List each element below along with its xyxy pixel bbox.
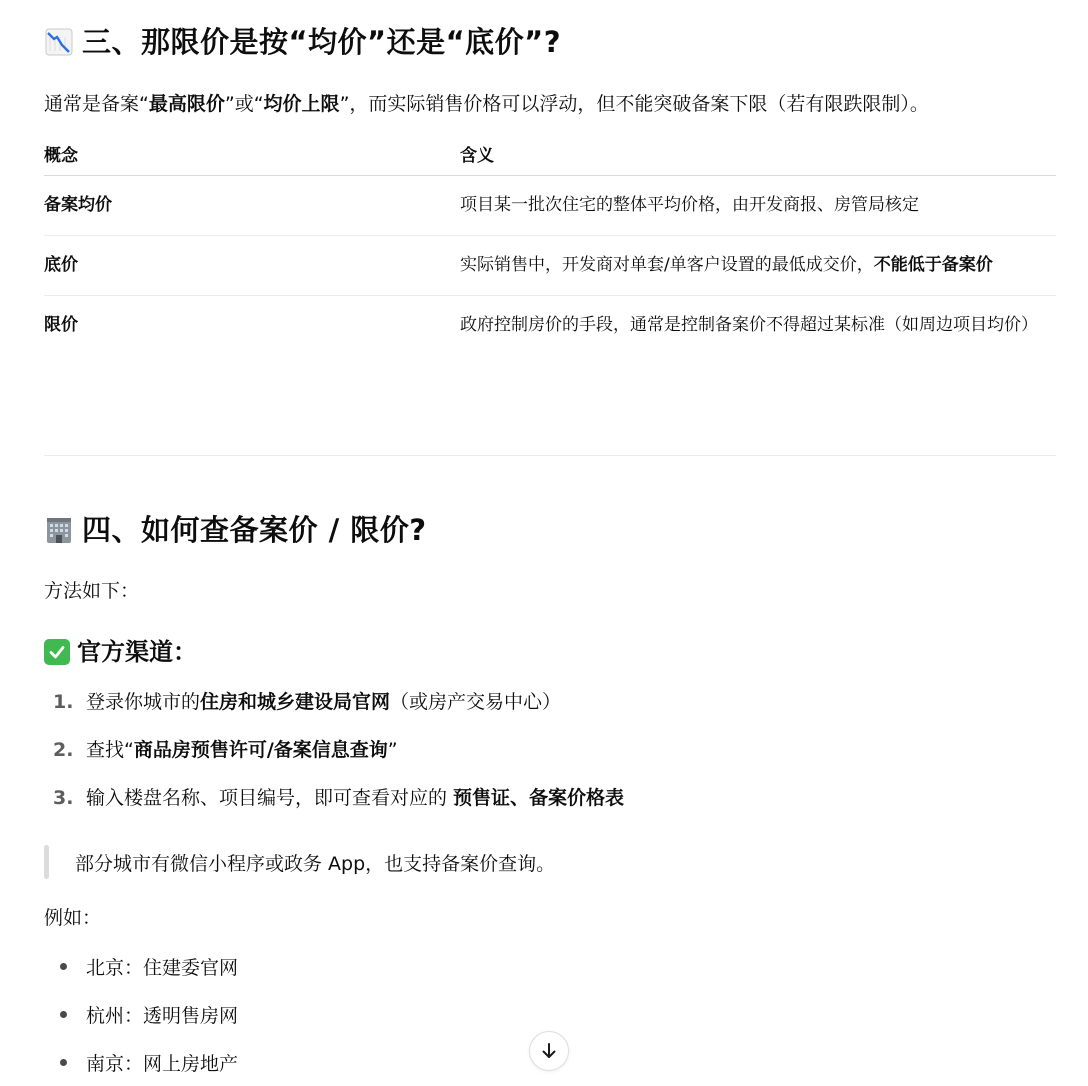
section-divider — [44, 455, 1056, 456]
step-text-pre: 输入楼盘名称、项目编号，即可查看对应的 — [86, 787, 454, 809]
office-building-icon — [44, 515, 74, 545]
blockquote-text: 部分城市有微信小程序或政务 App，也支持备案价查询。 — [75, 852, 556, 875]
meaning-text: 实际销售中，开发商对单套/单客户设置的最低成交价， — [460, 255, 874, 275]
step-text-post: （或房产交易中心） — [390, 691, 562, 713]
step-text — [86, 688, 561, 716]
section-4-title: 四、如何查备案价 / 限价? — [82, 513, 427, 547]
table-row — [44, 296, 1056, 356]
table-cell-concept: 底价 — [44, 236, 460, 296]
check-mark-icon — [44, 639, 70, 665]
official-channels-title: 官方渠道： — [77, 638, 197, 666]
bullet-dot — [60, 1059, 67, 1066]
step-text-bold: 预售证、备案价格表 — [453, 787, 625, 809]
chart-decreasing-icon — [44, 27, 74, 57]
city-entry: 杭州：透明售房网 — [86, 1004, 239, 1027]
table-cell-meaning — [460, 296, 1056, 356]
step-text-bold: 住房和城乡建设局官网 — [200, 691, 391, 713]
section-3-heading — [44, 22, 561, 62]
table-row — [44, 176, 1056, 236]
list-item — [44, 784, 1056, 832]
city-entry: 北京：住建委官网 — [86, 956, 239, 979]
city-entry: 南京：网上房地产 — [86, 1052, 239, 1075]
step-text — [86, 736, 398, 764]
list-item — [44, 688, 1056, 736]
step-number: 2. — [53, 739, 74, 761]
section-3-title: 三、那限价是按“均价”还是“底价”? — [82, 25, 562, 59]
blockquote — [44, 845, 555, 879]
meaning-text: 政府控制房价的手段，通常是控制备案价不得超过某标准（如周边项目均价） — [460, 315, 1038, 335]
section-3-intro — [44, 90, 929, 118]
concept-table — [44, 131, 1056, 355]
scroll-to-bottom-button[interactable] — [529, 1031, 569, 1071]
table-cell-concept: 限价 — [44, 315, 78, 335]
intro-text: ”，而实际销售价格可以浮动，但不能突破备案下限（若有限跌限制）。 — [339, 93, 929, 115]
step-text-pre: 登录你城市的 — [86, 691, 201, 713]
step-text-post: ” — [387, 739, 398, 761]
step-text-pre: 查找“ — [86, 739, 134, 761]
step-text-bold: 商品房预售许可/备案信息查询 — [133, 739, 388, 761]
intro-bold-average-cap: 均价上限 — [263, 93, 340, 115]
table-row — [44, 236, 1056, 296]
arrow-down-icon — [539, 1041, 559, 1061]
meaning-text: 项目某一批次住宅的整体平均价格，由开发商报、房管局核定 — [460, 195, 919, 215]
step-number: 1. — [53, 691, 74, 713]
meaning-bold: 不能低于备案价 — [873, 255, 993, 275]
bullet-dot — [60, 1011, 67, 1018]
step-number: 3. — [53, 787, 74, 809]
intro-text: ”或“ — [224, 93, 264, 115]
section-4-heading — [44, 510, 427, 550]
step-text — [86, 784, 624, 812]
intro-text: 通常是备案“ — [44, 93, 149, 115]
table-header-meaning: 含义 — [460, 131, 1056, 176]
list-item — [44, 736, 1056, 784]
table-cell-concept: 备案均价 — [44, 176, 460, 236]
section-4-intro: 方法如下： — [44, 580, 140, 602]
list-item — [44, 942, 1056, 990]
table-cell-meaning — [460, 236, 1056, 296]
table-header-concept: 概念 — [44, 131, 460, 176]
table-cell-meaning — [460, 176, 1056, 236]
intro-bold-highest-limit: 最高限价 — [148, 93, 225, 115]
examples-label: 例如： — [44, 907, 102, 929]
official-channels-heading — [44, 635, 197, 669]
official-steps-list — [44, 688, 1056, 832]
blockquote-bar — [44, 845, 49, 879]
bullet-dot — [60, 963, 67, 970]
